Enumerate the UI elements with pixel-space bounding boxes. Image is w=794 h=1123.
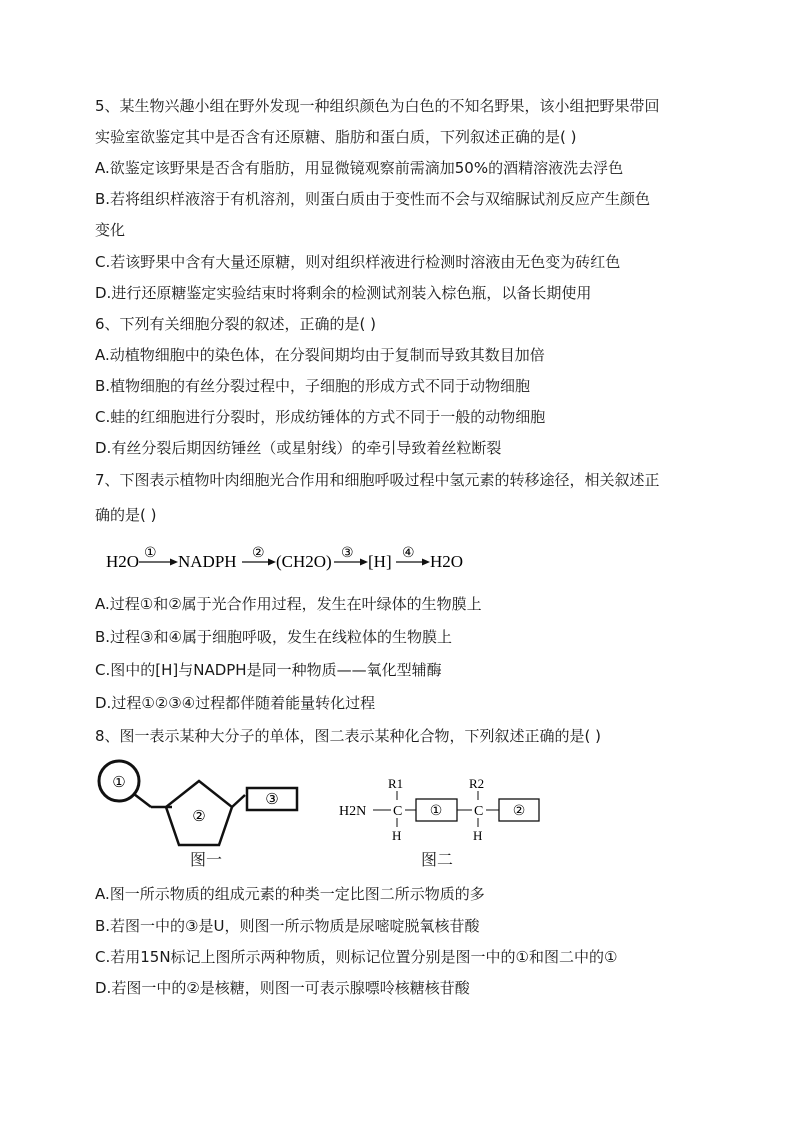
pathway-step-2-label: ② [252,545,265,561]
pathway-nadph: NADPH [178,552,237,571]
q6-option-b: B.植物细胞的有丝分裂过程中，子细胞的形成方式不同于动物细胞 [95,377,531,395]
q8-stem: 8、图一表示某种大分子的单体，图二表示某种化合物，下列叙述正确的是( ) [95,727,602,745]
q5-stem-line2: 实验室欲鉴定其中是否含有还原糖、脂肪和蛋白质，下列叙述正确的是( ) [95,128,577,146]
q7-option-b: B.过程③和④属于细胞呼吸，发生在线粒体的生物膜上 [95,628,452,646]
fig2-box-2-label: ② [512,803,526,819]
q7-option-d: D.过程①②③④过程都伴随着能量转化过程 [95,694,376,712]
fig2-r1: R1 [388,776,404,791]
q5-stem-line1: 5、某生物兴趣小组在野外发现一种组织颜色为白色的不知名野果，该小组把野果带回 [95,97,660,115]
q8-option-c: C.若用15N标记上图所示两种物质，则标记位置分别是图一中的①和图二中的① [95,948,618,966]
figure-two-compound [335,770,550,850]
fig2-c2: C [474,804,484,819]
pathway-h: [H] [368,552,392,571]
q7-stem-line1: 7、下图表示植物叶肉细胞光合作用和细胞呼吸过程中氢元素的转移途径，相关叙述正 [95,471,660,489]
fig2-h2n: H2N [339,804,367,819]
figure-one-caption: 图一 [190,850,223,869]
q5-option-a: A.欲鉴定该野果是否含有脂肪，用显微镜观察前需滴加50%的酒精溶液洗去浮色 [95,159,624,177]
q6-option-c: C.蛙的红细胞进行分裂时，形成纺锤体的方式不同于一般的动物细胞 [95,408,546,426]
fig2-h1: H [392,828,402,843]
pathway-step-3-label: ③ [341,545,354,561]
fig2-c1: C [393,804,403,819]
pathway-ch2o: (CH2O) [276,552,332,571]
pathway-step-4-label: ④ [402,545,415,561]
q8-option-a: A.图一所示物质的组成元素的种类一定比图二所示物质的多 [95,885,485,903]
fig2-h2: H [473,828,483,843]
fig1-label-1: ① [112,773,126,791]
figure-one-nucleotide [95,758,315,858]
fig1-label-3: ③ [265,790,279,808]
q7-option-c: C.图中的[H]与NADPH是同一种物质——氧化型辅酶 [95,661,442,679]
pathway-h2o-end: H2O [430,552,464,571]
q5-option-c: C.若该野果中含有大量还原糖，则对组织样液进行检测时溶液由无色变为砖红色 [95,253,621,271]
q8-option-d: D.若图一中的②是核糖，则图一可表示腺嘌呤核糖核苷酸 [95,979,470,997]
q6-option-a: A.动植物细胞中的染色体，在分裂间期均由于复制而导致其数目加倍 [95,346,545,364]
figure-two-caption: 图二 [421,850,454,869]
hydrogen-pathway-diagram [100,540,480,580]
q8-option-b: B.若图一中的③是U，则图一所示物质是尿嘧啶脱氧核苷酸 [95,917,480,935]
q6-stem: 6、下列有关细胞分裂的叙述，正确的是( ) [95,315,377,333]
q5-option-b-line2: 变化 [95,221,126,239]
fig2-r2: R2 [469,776,485,791]
fig2-box-1-label: ① [429,803,443,819]
pathway-h2o-start: H2O [106,552,140,571]
q6-option-d: D.有丝分裂后期因纺锤丝（或星射线）的牵引导致着丝粒断裂 [95,439,502,457]
q7-stem-line2: 确的是( ) [95,506,157,524]
pathway-step-1-label: ① [144,545,157,561]
q5-option-b-line1: B.若将组织样液溶于有机溶剂，则蛋白质由于变性而不会与双缩脲试剂反应产生颜色 [95,190,651,208]
q7-option-a: A.过程①和②属于光合作用过程，发生在叶绿体的生物膜上 [95,595,482,613]
q5-option-d: D.进行还原糖鉴定实验结束时将剩余的检测试剂装入棕色瓶，以备长期使用 [95,284,592,302]
fig1-label-2: ② [192,807,206,825]
